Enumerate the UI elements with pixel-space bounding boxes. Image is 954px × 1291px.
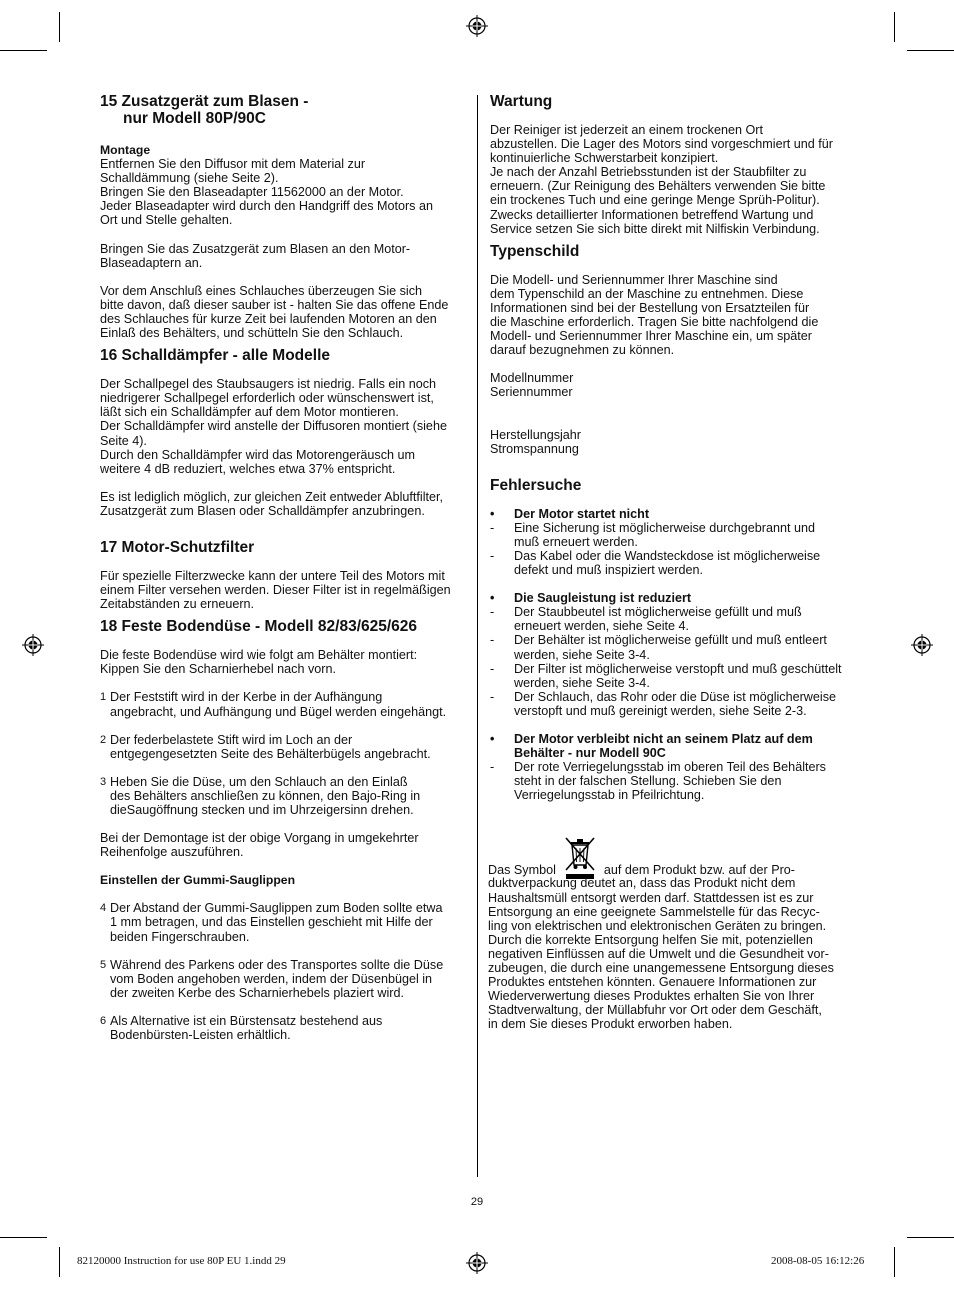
fault-item: - Der Schlauch, das Rohr oder die Düse ist möglicherweise verstopft und muß gereinigt werden, siehe Seite 2-3. — [490, 689, 836, 718]
section-15-paragraph: Vor dem Anschluß eines Schlauches überzeugen Sie sich bitte davon, daß dieser sauber ist - halten Sie das offene Ende des Schlauches für kurze Zeit bei laufenden Motoren an den Einlaß des Behälters, und schütteln Sie den Schlauch. — [100, 283, 449, 341]
column-divider — [477, 95, 478, 1177]
fault-item: - Der Filter ist möglicherweise verstopft und muß geschüttelt werden, siehe Seite 3-4. — [490, 661, 842, 690]
registration-crosshair-icon — [22, 634, 44, 656]
fault-group-heading: • Der Motor startet nicht — [490, 506, 650, 521]
crop-mark — [59, 12, 60, 42]
herstellungsjahr-label: Herstellungsjahr — [490, 427, 581, 442]
fault-group-heading: • Die Saugleistung ist reduziert — [490, 591, 692, 606]
typenschild-title: Typenschild — [490, 242, 580, 260]
crop-mark — [894, 1247, 895, 1277]
fault-item: - Eine Sicherung ist möglicherweise durchgebrannt und muß erneuert werden. — [490, 520, 816, 549]
crop-mark — [907, 50, 954, 51]
fault-item: - Das Kabel oder die Wandsteckdose ist möglicherweise defekt und muß inspiziert werden. — [490, 548, 821, 578]
step-item: 6 Als Alternative ist ein Bürstensatz bestehend aus Bodenbürsten-Leisten erhältlich. — [100, 1013, 383, 1043]
registration-crosshair-icon — [466, 1252, 488, 1274]
left-column — [100, 93, 466, 1042]
crop-mark — [907, 1237, 954, 1238]
section-18-demontage: Bei der Demontage ist der obige Vorgang in umgekehrter Reihenfolge auszuführen. — [100, 831, 419, 860]
seriennummer-label: Seriennummer — [490, 385, 573, 400]
crossed-out-wheelie-bin-icon — [562, 836, 598, 880]
crop-mark — [0, 1237, 47, 1238]
section-16-paragraph: Der Schallpegel des Staubsaugers ist niedrig. Falls ein noch niedrigerer Schallpegel erforderlich oder wünschenswert ist, läßt sich ein Schalldämpfer auf dem Motor montieren. Der Schalldämpfer wird anstelle der Diffusoren montiert (siehe Seite 4). Durch den Schalldämpfer wird das Motorengeräusch um weitere 4 dB reduziert, welches etwa 37% entspricht. — [100, 377, 447, 476]
step-item: 4 Der Abstand der Gummi-Sauglippen zum Boden sollte etwa 1 mm betragen, und das Einstellen geschieht mit Hilfe der beiden Fingerschrauben. — [100, 901, 443, 944]
typenschild-paragraph: Die Modell- und Seriennummer Ihrer Maschine sind dem Typenschild an der Maschine zu entnehmen. Diese Informationen sind bei der Bestellung von Ersatzteilen für die Maschine erforderlich. Tragen Sie bitte nachfolgend die Modell- und Seriennummer Ihrer Maschine ein, um später darauf bezugnehmen zu können. — [490, 272, 819, 358]
right-column — [490, 93, 862, 1032]
wartung-paragraph: Der Reiniger ist jederzeit an einem trockenen Ort abzustellen. Die Lager des Motors sind vorgeschmiert und für kontinuierliche Schwerstarbeit konzipiert. Je nach der Anzahl Betriebsstunden ist der Staubfilter zu erneuern. (Zur Reinigung des Behälters verwenden Sie bitte ein trockenes Tuch und eine geringe Menge Sprüh-Politur). Zwecks detaillierter Informationen betreffend Wartung und Service setzen Sie sich bitte direkt mit Nilfiskin Verbindung. — [490, 123, 834, 236]
footer-timestamp: 2008-08-05 16:12:26 — [771, 1255, 865, 1267]
weee-notice: Das Symbol auf dem Produkt bzw. auf der Pro- duktverpackung deutet an, dass das Produkt nicht dem Haushaltsmüll entsorgt werden darf. Stattdessen ist es zur Entsorgung an eine geeignete Sammelstelle für das Recyc- ling von elektrischen und elektronischen Geräten zu bringen. Durch die korrekte Entsorgung helfen Sie mit, potenziellen negativen Einflüssen auf die Umwelt und die Gesundheit vor- zubeugen, die durch eine unangemessene Entsorgung dieses Produktes entstehen könnten. Genauere Informationen zur Wiederverwertung dieses Produktes erhalten Sie von Ihrer Stadtverwaltung, der Müllabfuhr vor Ort oder dem Geschäft, in dem Sie dieses Produkt erworben haben. — [488, 836, 862, 1031]
section-17-paragraph: Für spezielle Filterzwecke kann der untere Teil des Motors mit einem Filter versehen werden. Dieser Filter ist in regelmäßigen Zeitabständen zu erneuern. — [100, 568, 451, 612]
step-item: 3 Heben Sie die Düse, um den Schlauch an den Einlaß des Behälters anschließen zu können, den Bajo-Ring in dieSaugöffnung stecken und im Uhrzeigersinn drehen. — [100, 774, 421, 817]
crop-mark — [0, 50, 47, 51]
section-18-intro: Die feste Bodendüse wird wie folgt am Behälter montiert: Kippen Sie den Scharnierhebel nach vorn. — [100, 648, 418, 677]
fault-item: - Der Staubbeutel ist möglicherweise gefüllt und muß erneuert werden, siehe Seite 4. — [490, 605, 802, 634]
crop-mark — [59, 1247, 60, 1277]
fault-item: - Der rote Verriegelungsstab im oberen Teil des Behälters steht in der falschen Stellung. Schieben Sie den Verriegelungsstab in Pfeilrichtung. — [490, 760, 826, 803]
registration-crosshair-icon — [911, 634, 933, 656]
section-17-title: 17 Motor-Schutzfilter — [100, 538, 255, 556]
step-item: 1 Der Feststift wird in der Kerbe in der Aufhängung angebracht, und Aufhängung und Bügel werden eingehängt. — [100, 690, 447, 719]
page-number: 29 — [470, 1196, 484, 1208]
montage-heading: Montage — [100, 143, 151, 157]
step-item: 5 Während des Parkens oder des Transportes sollte die Düse vom Boden angehoben werden, indem der Düsenbügel in der zweiten Kerbe des Scharnierhebels plaziert wird. — [100, 957, 444, 1000]
section-15-title: 15 Zusatzgerät zum Blasen - nur Modell 80P/90C — [100, 93, 309, 127]
section-18-title: 18 Feste Bodendüse - Modell 82/83/625/626 — [100, 618, 418, 636]
step-item: 2 Der federbelastete Stift wird im Loch an der entgegengesetzten Seite des Behälterbügels angebracht. — [100, 732, 431, 761]
gummi-sauglippen-heading: Einstellen der Gummi-Sauglippen — [100, 873, 296, 888]
modellnummer-label: Modellnummer — [490, 371, 574, 386]
wartung-title: Wartung — [490, 93, 553, 110]
section-16-title: 16 Schalldämpfer - alle Modelle — [100, 347, 330, 365]
section-16-paragraph: Es ist lediglich möglich, zur gleichen Zeit entweder Abluftfilter, Zusatzgerät zum Blasen oder Schalldämpfer anzubringen. — [100, 489, 443, 518]
fault-group-heading: • Der Motor verbleibt nicht an seinem Platz auf dem Behälter - nur Modell 90C — [490, 732, 813, 761]
fault-item: - Der Behälter ist möglicherweise gefüllt und muß entleert werden, siehe Seite 3-4. — [490, 633, 827, 662]
fehlersuche-title: Fehlersuche — [490, 476, 582, 494]
section-15-paragraph: Entfernen Sie den Diffusor mit dem Material zur Schalldämmung (siehe Seite 2). Bringen Sie den Blaseadapter 11562000 an der Motor. Jeder Blaseadapter wird durch den Handgriff des Motors an Ort und Stelle gehalten. — [100, 157, 433, 228]
stromspannung-label: Stromspannung — [490, 441, 579, 456]
section-15-paragraph: Bringen Sie das Zusatzgerät zum Blasen an den Motor- Blaseadaptern an. — [100, 241, 411, 270]
registration-crosshair-icon — [466, 15, 488, 37]
footer-file-info: 82120000 Instruction for use 80P EU 1.indd 29 — [77, 1255, 286, 1267]
crop-mark — [894, 12, 895, 42]
